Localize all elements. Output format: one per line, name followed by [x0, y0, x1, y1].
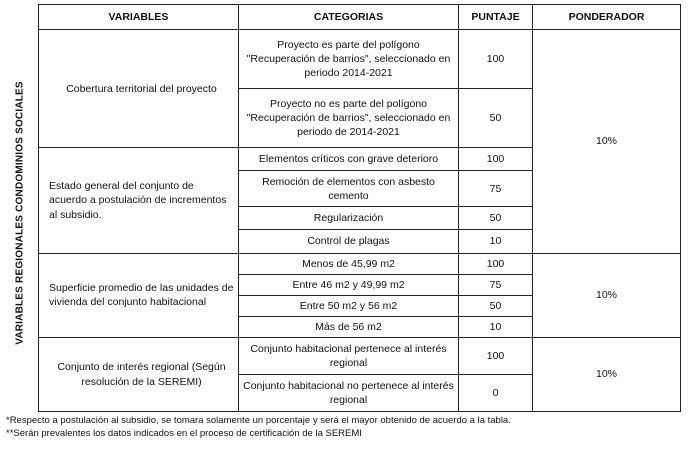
score-cell: 50	[459, 295, 533, 316]
footnote-1: *Respecto a postulación al subsidio, se tomara solamente un porcentaje y será el mayor obtenido de acuerdo a la tabla.	[6, 415, 511, 426]
category-cell: Proyecto es parte del polígono "Recuperación de barrios", seleccionado en periodo 2014-2021	[239, 30, 459, 89]
category-cell: Regularización	[239, 207, 459, 230]
score-cell: 75	[459, 171, 533, 207]
variable-cell: Superficie promedio de las unidades de vivienda del conjunto habitacional	[39, 253, 239, 337]
score-cell: 100	[459, 148, 533, 171]
score-cell: 50	[459, 89, 533, 148]
category-cell: Conjunto habitacional no pertenece al interés regional	[239, 374, 459, 411]
score-cell: 75	[459, 274, 533, 295]
variable-cell: Estado general del conjunto de acuerdo a postulación de incrementos al subsidio.	[39, 148, 239, 253]
category-cell: Menos de 45,99 m2	[239, 253, 459, 274]
score-cell: 100	[459, 253, 533, 274]
header-row	[39, 5, 681, 30]
score-cell: 50	[459, 207, 533, 230]
category-cell: Elementos críticos con grave deterioro	[239, 148, 459, 171]
weight-cell: 10%	[533, 253, 681, 337]
score-cell: 100	[459, 338, 533, 375]
side-label-text: VARIABLES REGIONALES CONDOMINIOS SOCIALES	[14, 81, 26, 345]
category-cell: Proyecto no es parte del polígono "Recuperación de barrios", seleccionado en periodo de 2014-2021	[239, 89, 459, 148]
scoring-table	[38, 4, 681, 412]
footnote-2: **Serán prevalentes los datos indicados en el proceso de certificación de la SEREMI	[6, 428, 362, 439]
category-cell: Entre 50 m2 y 56 m2	[239, 295, 459, 316]
score-cell: 10	[459, 230, 533, 253]
table-row	[39, 338, 681, 375]
header-ponderador: PONDERADOR	[533, 5, 681, 30]
header-puntaje: PUNTAJE	[459, 5, 533, 30]
weight-cell: 10%	[533, 30, 681, 254]
table-row	[39, 30, 681, 89]
category-cell: Conjunto habitacional pertenece al interés regional	[239, 338, 459, 375]
category-cell: Más de 56 m2	[239, 316, 459, 337]
variable-cell: Cobertura territorial del proyecto	[39, 30, 239, 148]
score-cell: 10	[459, 316, 533, 337]
category-cell: Remoción de elementos con asbesto cemento	[239, 171, 459, 207]
category-cell: Control de plagas	[239, 230, 459, 253]
weight-cell: 10%	[533, 338, 681, 412]
category-cell: Entre 46 m2 y 49,99 m2	[239, 274, 459, 295]
header-categorias: CATEGORIAS	[239, 5, 459, 30]
header-variables: VARIABLES	[39, 5, 239, 30]
side-label	[4, 10, 36, 416]
table-row	[39, 253, 681, 274]
score-cell: 0	[459, 374, 533, 411]
footnotes	[6, 414, 696, 440]
variable-cell: Conjunto de interés regional (Según resolución de la SEREMI)	[39, 338, 239, 412]
score-cell: 100	[459, 30, 533, 89]
